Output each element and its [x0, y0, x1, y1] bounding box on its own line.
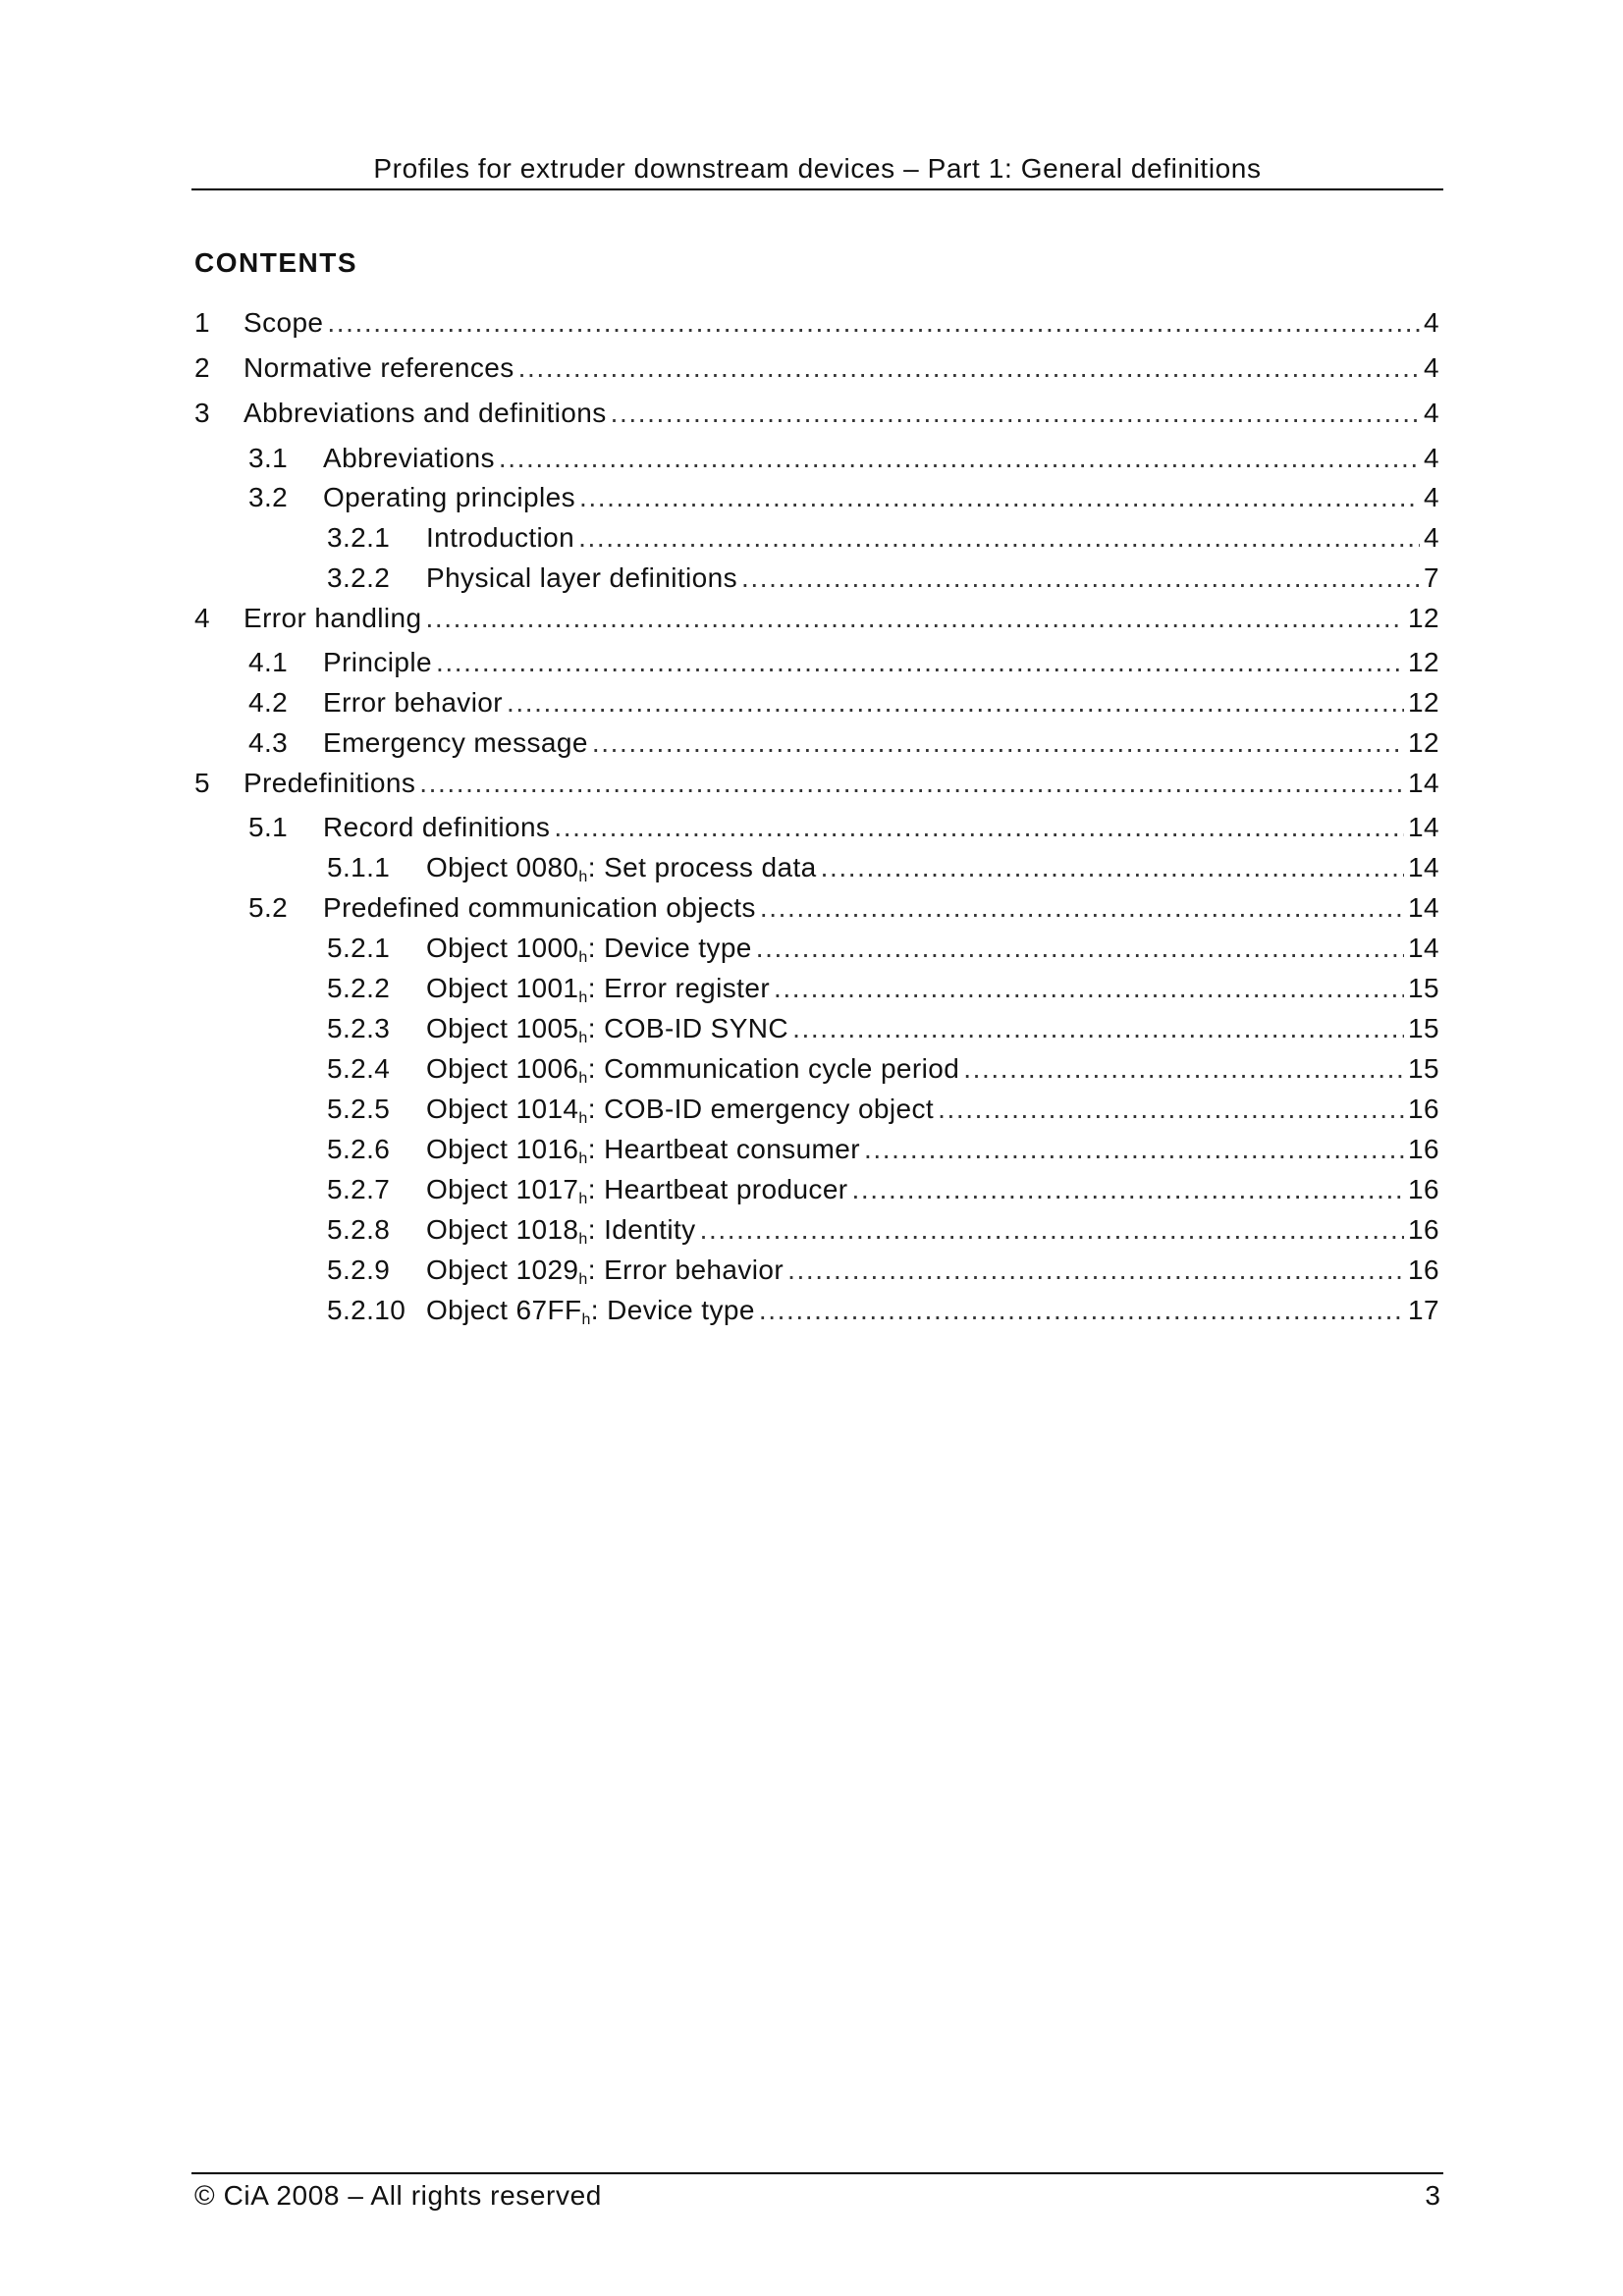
- toc-entry-number: 3: [194, 398, 210, 428]
- toc-dot-leader: [507, 687, 1404, 719]
- toc-entry-title: Predefined communication objects: [323, 892, 756, 923]
- toc-dot-leader: [518, 352, 1420, 384]
- toc-entry-title: [426, 1214, 696, 1246]
- toc-entry-page: 4: [1424, 482, 1439, 512]
- toc-entry-number: 1: [194, 307, 210, 338]
- toc-dot-leader: [792, 1013, 1404, 1044]
- hex-subscript: h: [578, 949, 588, 966]
- toc-entry-title-object: Object 1000: [426, 933, 579, 963]
- footer-page-number: 3: [1425, 2180, 1440, 2211]
- toc-entry[interactable]: [327, 522, 1439, 560]
- toc-entry-number: 5.2.5: [327, 1094, 391, 1124]
- toc-entry-page: 4: [1424, 443, 1439, 473]
- toc-entry-page: 14: [1408, 812, 1439, 842]
- toc-entry[interactable]: [327, 562, 1439, 600]
- toc-entry-number: 5: [194, 768, 210, 798]
- toc-entry-page: 4: [1424, 307, 1439, 338]
- toc-entry-title-desc: : Device type: [587, 933, 752, 963]
- toc-entry-number: 5.2.7: [327, 1174, 391, 1204]
- toc-dot-leader: [864, 1134, 1404, 1165]
- toc-entry-title: Normative references: [243, 352, 514, 383]
- toc-entry-page: 12: [1408, 687, 1439, 718]
- toc-entry-page: 14: [1408, 768, 1439, 798]
- toc-entry-page: 4: [1424, 398, 1439, 428]
- toc-entry[interactable]: [327, 1094, 1439, 1131]
- toc-entry-title-object: Object 1016: [426, 1134, 579, 1164]
- toc-entry[interactable]: [327, 933, 1439, 970]
- hex-subscript: h: [578, 1070, 588, 1087]
- toc-entry-title-desc: : COB-ID emergency object: [587, 1094, 935, 1124]
- toc-entry-title: [426, 973, 770, 1004]
- hex-subscript: h: [578, 1150, 588, 1167]
- toc-entry-title: Error behavior: [323, 687, 504, 718]
- hex-subscript: h: [578, 1030, 588, 1046]
- toc-entry-number: 5.1: [248, 812, 289, 842]
- toc-entry[interactable]: [248, 443, 1439, 480]
- toc-entry-title: Abbreviations: [323, 443, 495, 473]
- toc-entry-page: 16: [1408, 1174, 1439, 1204]
- toc-entry-number: 3.2.1: [327, 522, 391, 553]
- toc-dot-leader: [760, 892, 1404, 924]
- toc-dot-leader: [578, 522, 1420, 554]
- toc-entry-title: [426, 1013, 788, 1044]
- toc-entry[interactable]: [327, 1053, 1439, 1091]
- toc-dot-leader: [852, 1174, 1405, 1205]
- toc-dot-leader: [787, 1255, 1404, 1286]
- toc-entry-number: 5.2.9: [327, 1255, 391, 1285]
- toc-dot-leader: [938, 1094, 1404, 1125]
- toc-entry[interactable]: [248, 812, 1439, 849]
- toc-entry[interactable]: [248, 687, 1439, 724]
- toc-entry-page: 16: [1408, 1255, 1439, 1285]
- toc-entry-page: 17: [1408, 1295, 1439, 1325]
- toc-entry[interactable]: [327, 1255, 1439, 1292]
- toc-entry-number: 5.2.6: [327, 1134, 391, 1164]
- footer-rule: [191, 2172, 1443, 2174]
- toc-entry-number: 4.2: [248, 687, 289, 718]
- toc-entry[interactable]: [248, 647, 1439, 684]
- toc-entry-page: 14: [1408, 933, 1439, 963]
- toc-dot-leader: [963, 1053, 1404, 1085]
- toc-dot-leader: [741, 562, 1420, 594]
- toc-entry-number: 2: [194, 352, 210, 383]
- toc-dot-leader: [327, 307, 1420, 339]
- toc-entry-number: 3.2.2: [327, 562, 391, 593]
- toc-entry-title: [426, 933, 752, 964]
- toc-dot-leader: [425, 603, 1404, 634]
- toc-entry-title-object: Object 1001: [426, 973, 579, 1003]
- toc-dot-leader: [821, 852, 1404, 883]
- toc-entry-title: [426, 1094, 934, 1125]
- toc-entry-page: 16: [1408, 1214, 1439, 1245]
- toc-entry[interactable]: [194, 768, 1439, 805]
- toc-dot-leader: [611, 398, 1420, 429]
- toc-entry-title: Principle: [323, 647, 432, 677]
- toc-entry-page: 14: [1408, 892, 1439, 923]
- toc-dot-leader: [700, 1214, 1404, 1246]
- toc-entry-number: 5.2.2: [327, 973, 391, 1003]
- toc-entry-title: [426, 1255, 784, 1286]
- toc-dot-leader: [554, 812, 1404, 843]
- toc-entry-title: [426, 1134, 860, 1165]
- toc-entry[interactable]: [194, 398, 1439, 435]
- toc-entry-number: 4.3: [248, 727, 289, 758]
- toc-entry-title-object: Object 1005: [426, 1013, 579, 1043]
- toc-entry-page: 15: [1408, 1053, 1439, 1084]
- toc-entry-title: [426, 1174, 848, 1205]
- toc-entry-title: Predefinitions: [243, 768, 416, 798]
- toc-entry[interactable]: [327, 1013, 1439, 1050]
- toc-entry[interactable]: [327, 1134, 1439, 1171]
- hex-subscript: h: [578, 1110, 588, 1127]
- toc-entry-title-object: Object 1017: [426, 1174, 579, 1204]
- toc-entry-title: [426, 852, 817, 883]
- running-header: Profiles for extruder downstream devices – Part 1: General definitions: [373, 153, 1262, 184]
- toc-entry-page: 12: [1408, 647, 1439, 677]
- toc-entry-title: Operating principles: [323, 482, 576, 512]
- toc-entry[interactable]: [194, 307, 1439, 345]
- toc-entry-page: 14: [1408, 852, 1439, 882]
- toc-entry-title-desc: : Error register: [587, 973, 771, 1003]
- toc-entry[interactable]: [327, 1295, 1439, 1332]
- toc-entry[interactable]: [194, 603, 1439, 640]
- toc-entry[interactable]: [327, 1174, 1439, 1211]
- toc-entry-page: 16: [1408, 1134, 1439, 1164]
- toc-entry-page: 16: [1408, 1094, 1439, 1124]
- toc-entry-title-desc: : Set process data: [587, 852, 817, 882]
- toc-entry-title-desc: : Device type: [590, 1295, 755, 1325]
- hex-subscript: h: [578, 1191, 588, 1207]
- toc-entry-title: Physical layer definitions: [426, 562, 737, 593]
- toc-entry-title-object: Object 0080: [426, 852, 579, 882]
- hex-subscript: h: [578, 869, 588, 885]
- toc-entry-page: 15: [1408, 1013, 1439, 1043]
- footer-copyright: © CiA 2008 – All rights reserved: [194, 2180, 602, 2211]
- toc-entry-title-desc: : Error behavior: [587, 1255, 784, 1285]
- toc-entry-title-desc: : Identity: [587, 1214, 696, 1245]
- toc-dot-leader: [499, 443, 1420, 474]
- toc-entry[interactable]: [327, 1214, 1439, 1252]
- toc-entry-number: 5.2.8: [327, 1214, 391, 1245]
- toc-entry-number: 3.1: [248, 443, 289, 473]
- toc-entry-number: 5.2: [248, 892, 289, 923]
- toc-entry-title-desc: : Heartbeat producer: [587, 1174, 848, 1204]
- toc-entry-title-object: Object 1018: [426, 1214, 579, 1245]
- toc-entry[interactable]: [327, 852, 1439, 889]
- toc-entry-page: 4: [1424, 352, 1439, 383]
- toc-entry-number: 4: [194, 603, 210, 633]
- hex-subscript: h: [581, 1311, 591, 1328]
- toc-entry-title-object: Object 1006: [426, 1053, 579, 1084]
- toc-entry-title-desc: : Heartbeat consumer: [587, 1134, 860, 1164]
- toc-entry[interactable]: [248, 892, 1439, 930]
- toc-entry-number: 3.2: [248, 482, 289, 512]
- toc-entry[interactable]: [248, 482, 1439, 519]
- toc-entry[interactable]: [248, 727, 1439, 765]
- toc-entry-title-object: Object 1029: [426, 1255, 579, 1285]
- hex-subscript: h: [578, 1271, 588, 1288]
- toc-entry-title-desc: : Communication cycle period: [587, 1053, 960, 1084]
- hex-subscript: h: [578, 1231, 588, 1248]
- toc-entry[interactable]: [327, 973, 1439, 1010]
- toc-entry-title: Introduction: [426, 522, 575, 553]
- toc-entry-title: Abbreviations and definitions: [243, 398, 607, 428]
- toc-entry-title-desc: : COB-ID SYNC: [587, 1013, 789, 1043]
- toc-entry-number: 5.2.4: [327, 1053, 391, 1084]
- toc-entry-page: 7: [1424, 562, 1439, 593]
- toc-entry-number: 5.1.1: [327, 852, 391, 882]
- toc-entry-number: 5.2.1: [327, 933, 391, 963]
- toc-dot-leader: [774, 973, 1404, 1004]
- toc-entry-page: 12: [1408, 727, 1439, 758]
- hex-subscript: h: [578, 989, 588, 1006]
- toc-dot-leader: [759, 1295, 1404, 1326]
- toc-dot-leader: [419, 768, 1404, 799]
- toc-entry-title: Record definitions: [323, 812, 551, 842]
- toc-entry-page: 15: [1408, 973, 1439, 1003]
- toc-entry-title: Error handling: [243, 603, 422, 633]
- toc-entry-title-object: Object 1014: [426, 1094, 579, 1124]
- toc-entry-number: 4.1: [248, 647, 289, 677]
- toc-entry[interactable]: [194, 352, 1439, 390]
- toc-entry-title: Scope: [243, 307, 324, 338]
- toc-entry-number: 5.2.10: [327, 1295, 406, 1325]
- toc-entry-number: 5.2.3: [327, 1013, 391, 1043]
- toc-entry-title: Emergency message: [323, 727, 588, 758]
- toc-entry-page: 12: [1408, 603, 1439, 633]
- toc-entry-title: [426, 1053, 959, 1085]
- toc-dot-leader: [579, 482, 1420, 513]
- toc-dot-leader: [592, 727, 1404, 759]
- toc-dot-leader: [436, 647, 1404, 678]
- toc-entry-title-object: Object 67FF: [426, 1295, 582, 1325]
- toc-dot-leader: [756, 933, 1404, 964]
- toc-entry-page: 4: [1424, 522, 1439, 553]
- toc-entry-title: [426, 1295, 755, 1326]
- contents-heading: CONTENTS: [194, 247, 357, 278]
